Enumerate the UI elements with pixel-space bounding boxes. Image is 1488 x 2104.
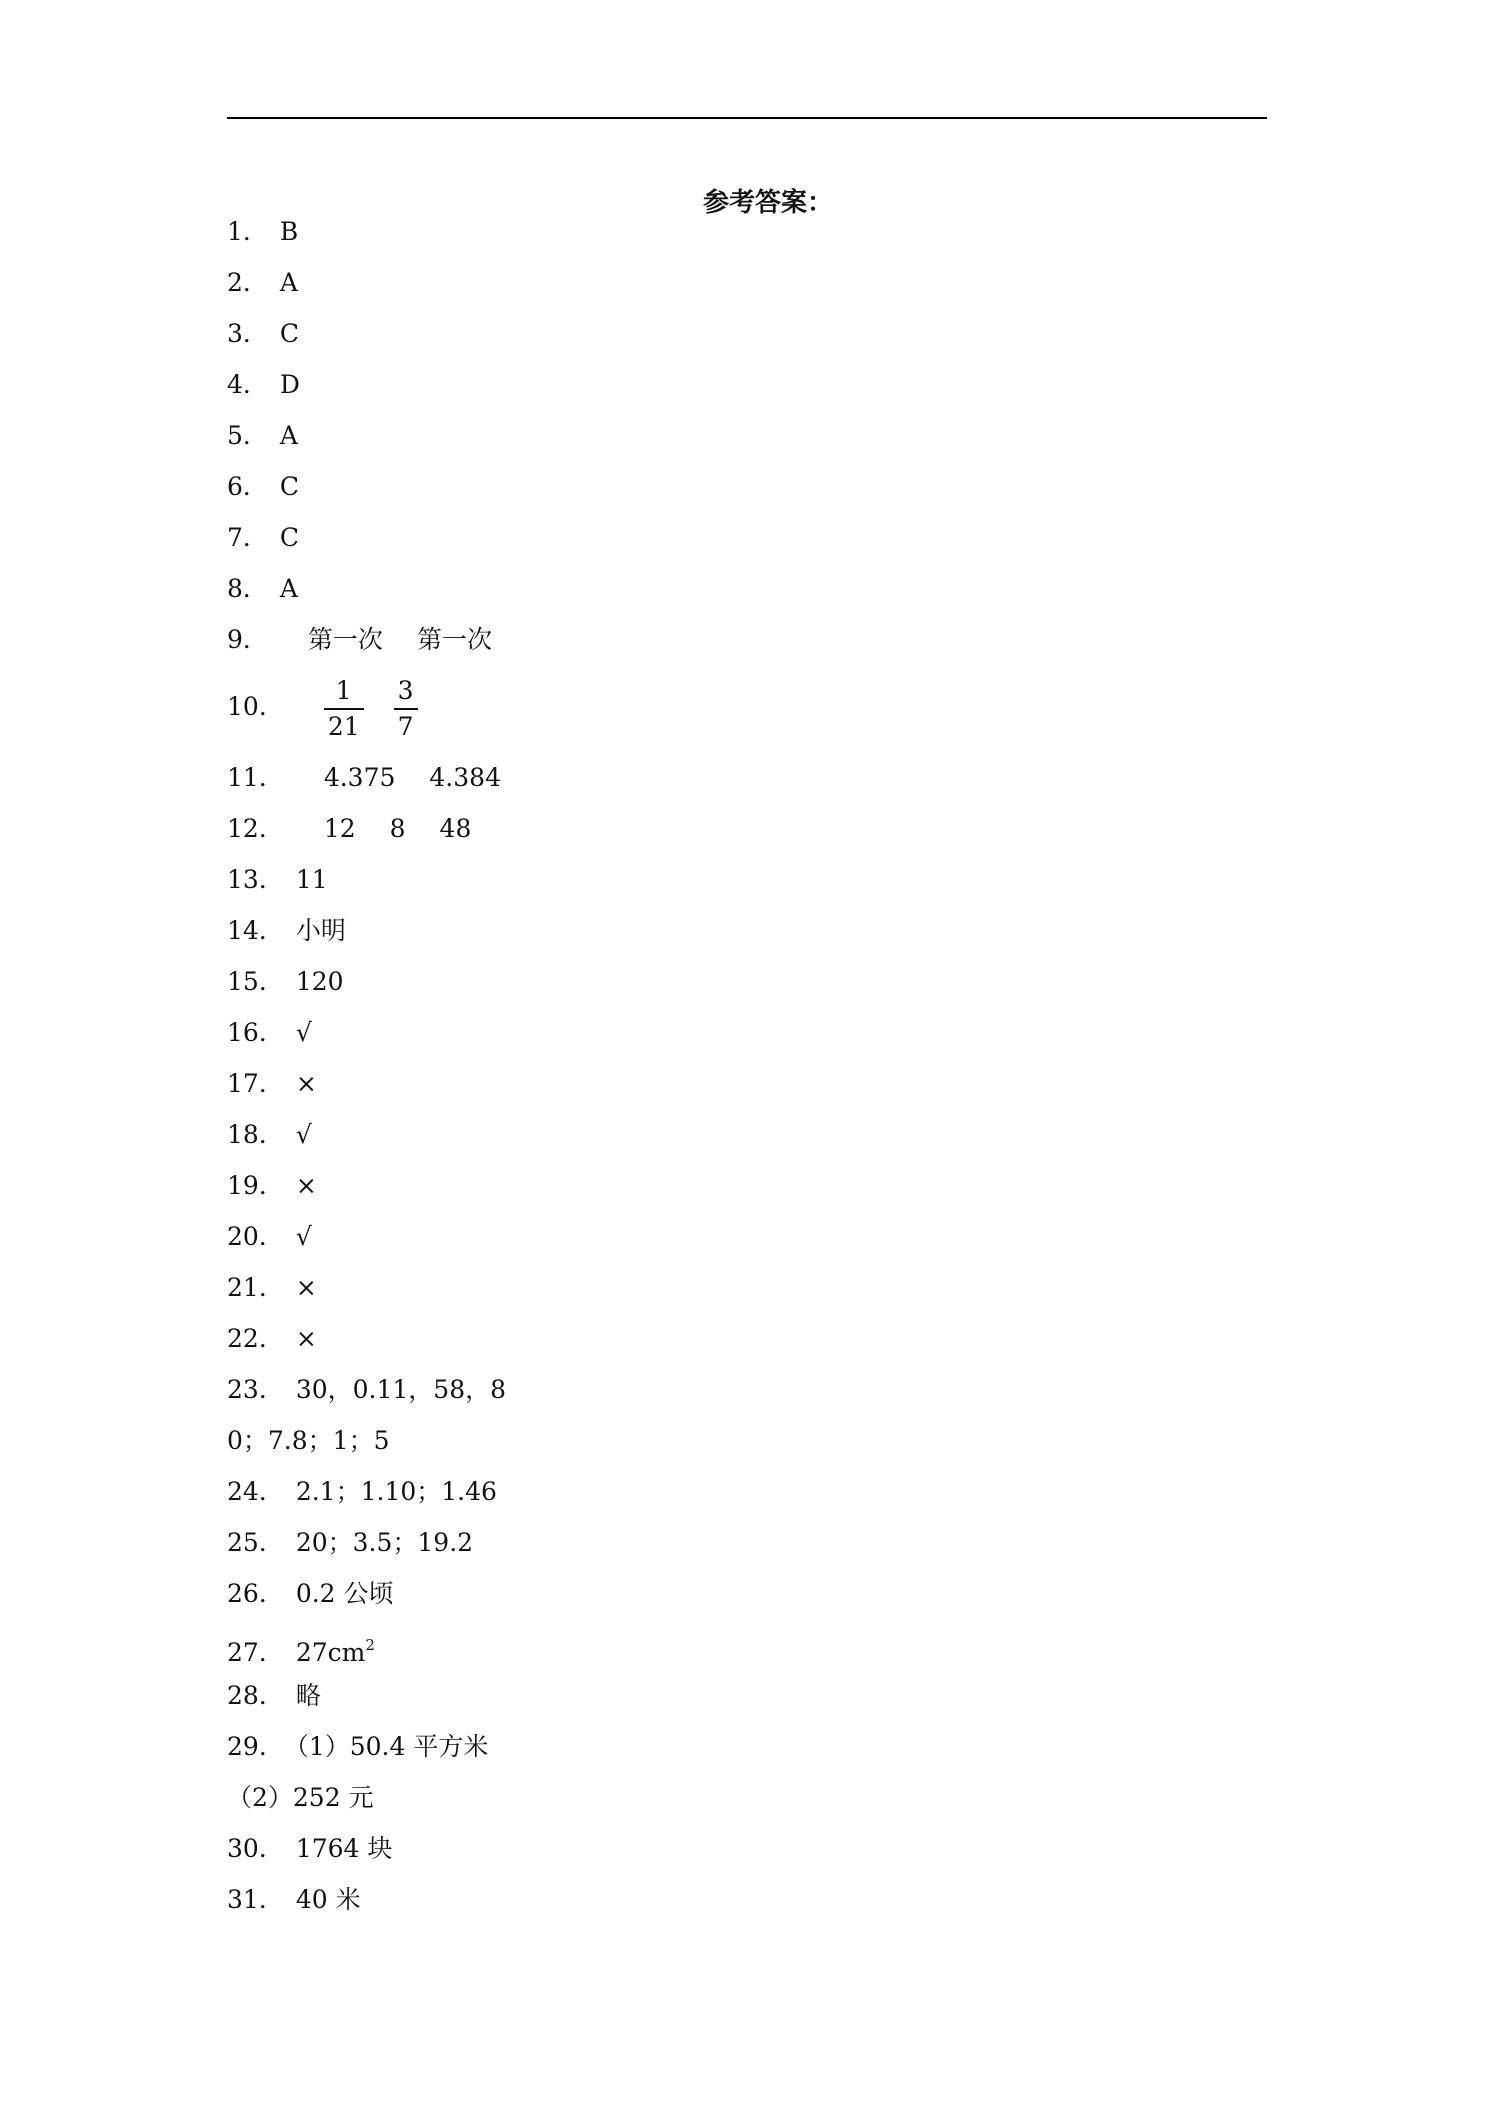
answer-separator: ． bbox=[258, 1120, 284, 1149]
answer-separator: ． bbox=[258, 1273, 284, 1302]
answer-14 bbox=[227, 915, 346, 947]
answer-number: 15 bbox=[227, 967, 259, 996]
answer-separator: ． bbox=[258, 1222, 284, 1251]
answer-value: 20；3.5；19.2 bbox=[295, 1528, 474, 1557]
answer-number: 8 bbox=[227, 574, 243, 603]
answer-value: （1）50.4 平方米 bbox=[283, 1732, 489, 1761]
answer-1 bbox=[227, 216, 298, 248]
answer-value: 30，0.11，58，8 bbox=[295, 1375, 507, 1404]
answer-5 bbox=[227, 420, 298, 452]
answer-separator: ． bbox=[242, 523, 268, 552]
answer-value: 第一次 bbox=[416, 625, 492, 654]
answer-number: 13 bbox=[227, 865, 259, 894]
answer-separator: ． bbox=[258, 1579, 284, 1608]
answer-value: × bbox=[295, 1324, 317, 1353]
answer-20 bbox=[227, 1221, 312, 1253]
fraction-denominator: 7 bbox=[397, 711, 414, 741]
answer-number: 22 bbox=[227, 1324, 259, 1353]
answer-value: C bbox=[279, 523, 300, 552]
answer-value: × bbox=[295, 1069, 317, 1098]
answer-18 bbox=[227, 1119, 312, 1151]
answer-value: 27cm bbox=[295, 1638, 366, 1667]
answer-24 bbox=[227, 1476, 497, 1508]
fraction-numerator: 1 bbox=[324, 674, 364, 710]
answer-number: 14 bbox=[227, 916, 259, 945]
answer-value: √ bbox=[295, 1120, 312, 1149]
header-rule bbox=[227, 117, 1267, 119]
answer-value: C bbox=[279, 472, 300, 501]
answer-7 bbox=[227, 522, 299, 554]
answer-number: 6 bbox=[227, 472, 243, 501]
answer-separator: ． bbox=[258, 1681, 284, 1710]
answer-value: 120 bbox=[295, 967, 344, 996]
answer-3 bbox=[227, 318, 299, 350]
answer-separator: ． bbox=[242, 217, 268, 246]
answer-separator: ． bbox=[258, 916, 284, 945]
answer-separator: ． bbox=[258, 1732, 284, 1761]
answer-number: 7 bbox=[227, 523, 243, 552]
answer-separator: ． bbox=[258, 1885, 284, 1914]
answer-separator: ． bbox=[258, 865, 284, 894]
answer-separator: ． bbox=[242, 370, 268, 399]
answer-23 bbox=[227, 1374, 506, 1406]
answer-value: × bbox=[295, 1273, 317, 1302]
answer-separator: ． bbox=[242, 421, 268, 450]
answer-separator: ． bbox=[258, 1528, 284, 1557]
answer-separator: ． bbox=[258, 967, 284, 996]
fraction-numerator: 3 bbox=[394, 674, 418, 710]
answer-value: 4.375 bbox=[323, 763, 396, 792]
answer-separator: ． bbox=[258, 1171, 284, 1200]
answer-number: 10 bbox=[227, 692, 259, 721]
answer-separator: ． bbox=[242, 574, 268, 603]
answer-value: 小明 bbox=[295, 916, 346, 945]
answer-13 bbox=[227, 864, 328, 896]
answer-4 bbox=[227, 369, 300, 401]
answer-number: 28 bbox=[227, 1681, 259, 1710]
answer-17 bbox=[227, 1068, 317, 1100]
answer-number: 25 bbox=[227, 1528, 259, 1557]
answer-value: A bbox=[279, 268, 298, 297]
answer-22 bbox=[227, 1323, 317, 1355]
answer-31 bbox=[227, 1884, 361, 1916]
answer-value: A bbox=[279, 421, 298, 450]
answer-separator: ． bbox=[258, 1018, 284, 1047]
answer-number: 1 bbox=[227, 217, 243, 246]
fraction bbox=[394, 674, 418, 744]
answer-value: A bbox=[279, 574, 298, 603]
answer-number: 2 bbox=[227, 268, 243, 297]
answer-number: 5 bbox=[227, 421, 243, 450]
answer-number: 26 bbox=[227, 1579, 259, 1608]
answer-separator: ． bbox=[258, 1375, 284, 1404]
answer-value: 2.1；1.10；1.46 bbox=[295, 1477, 497, 1506]
answer-value: 略 bbox=[295, 1681, 321, 1710]
answer-number: 23 bbox=[227, 1375, 259, 1404]
answer-21 bbox=[227, 1272, 317, 1304]
answer-10 bbox=[227, 672, 448, 744]
answer-separator: ． bbox=[258, 1069, 284, 1098]
answer-9 bbox=[227, 624, 492, 656]
answer-separator: ． bbox=[242, 472, 268, 501]
answer-separator: ． bbox=[258, 1638, 284, 1667]
answer-value: √ bbox=[295, 1018, 312, 1047]
answer-15 bbox=[227, 966, 344, 998]
answer-separator: ． bbox=[258, 814, 284, 843]
answer-value: 1764 块 bbox=[295, 1834, 393, 1863]
answer-25 bbox=[227, 1527, 473, 1559]
answer-value: √ bbox=[295, 1222, 312, 1251]
answer-27 bbox=[227, 1629, 375, 1669]
answer-number: 4 bbox=[227, 370, 243, 399]
answer-separator: ． bbox=[258, 1324, 284, 1353]
answer-value: 40 米 bbox=[295, 1885, 361, 1914]
answer-2 bbox=[227, 267, 298, 299]
answer-12 bbox=[227, 813, 471, 845]
answer-number: 18 bbox=[227, 1120, 259, 1149]
answer-6 bbox=[227, 471, 299, 503]
answer-value: 11 bbox=[295, 865, 328, 894]
answer-number: 27 bbox=[227, 1638, 259, 1667]
answer-30 bbox=[227, 1833, 392, 1865]
answer-28 bbox=[227, 1680, 321, 1712]
answer-number: 20 bbox=[227, 1222, 259, 1251]
answer-value: 第一次 bbox=[307, 625, 383, 654]
answer-29 bbox=[227, 1731, 488, 1763]
answer-separator: ． bbox=[258, 692, 284, 721]
answer-separator: ． bbox=[242, 268, 268, 297]
answer-separator: ． bbox=[258, 1834, 284, 1863]
answer-19 bbox=[227, 1170, 317, 1202]
answer-26 bbox=[227, 1578, 394, 1610]
answer-number: 11 bbox=[227, 763, 259, 792]
page-title: 参考答案： bbox=[702, 188, 833, 218]
answer-29-part-2 bbox=[227, 1782, 374, 1814]
answer-value: 0.2 公顷 bbox=[295, 1579, 394, 1608]
answer-separator: ． bbox=[258, 1477, 284, 1506]
fraction bbox=[324, 674, 364, 744]
answer-value: 12 bbox=[323, 814, 356, 843]
answer-number: 30 bbox=[227, 1834, 259, 1863]
superscript-exponent: 2 bbox=[365, 1636, 375, 1654]
answer-23-continued bbox=[227, 1425, 389, 1457]
answer-separator: ． bbox=[242, 625, 268, 654]
answer-separator: ． bbox=[258, 763, 284, 792]
answer-number: 29 bbox=[227, 1732, 259, 1761]
answer-value: D bbox=[279, 370, 300, 399]
answer-value: B bbox=[279, 217, 299, 246]
answer-separator: ． bbox=[242, 319, 268, 348]
answer-number: 31 bbox=[227, 1885, 259, 1914]
answer-value: 8 bbox=[389, 814, 406, 843]
answer-value: 48 bbox=[439, 814, 472, 843]
answer-number: 17 bbox=[227, 1069, 259, 1098]
answer-number: 9 bbox=[227, 625, 243, 654]
answer-number: 24 bbox=[227, 1477, 259, 1506]
answer-value: × bbox=[295, 1171, 317, 1200]
answer-11 bbox=[227, 762, 501, 794]
answer-number: 12 bbox=[227, 814, 259, 843]
answer-value: 0；7.8；1；5 bbox=[227, 1426, 390, 1455]
answer-16 bbox=[227, 1017, 312, 1049]
answer-number: 3 bbox=[227, 319, 243, 348]
answer-number: 21 bbox=[227, 1273, 259, 1302]
answer-8 bbox=[227, 573, 298, 605]
fraction-denominator: 21 bbox=[327, 711, 360, 741]
answer-value: C bbox=[279, 319, 300, 348]
answer-value: 4.384 bbox=[429, 763, 501, 792]
answer-number: 19 bbox=[227, 1171, 259, 1200]
answer-value: （2）252 元 bbox=[227, 1783, 374, 1812]
answer-number: 16 bbox=[227, 1018, 259, 1047]
